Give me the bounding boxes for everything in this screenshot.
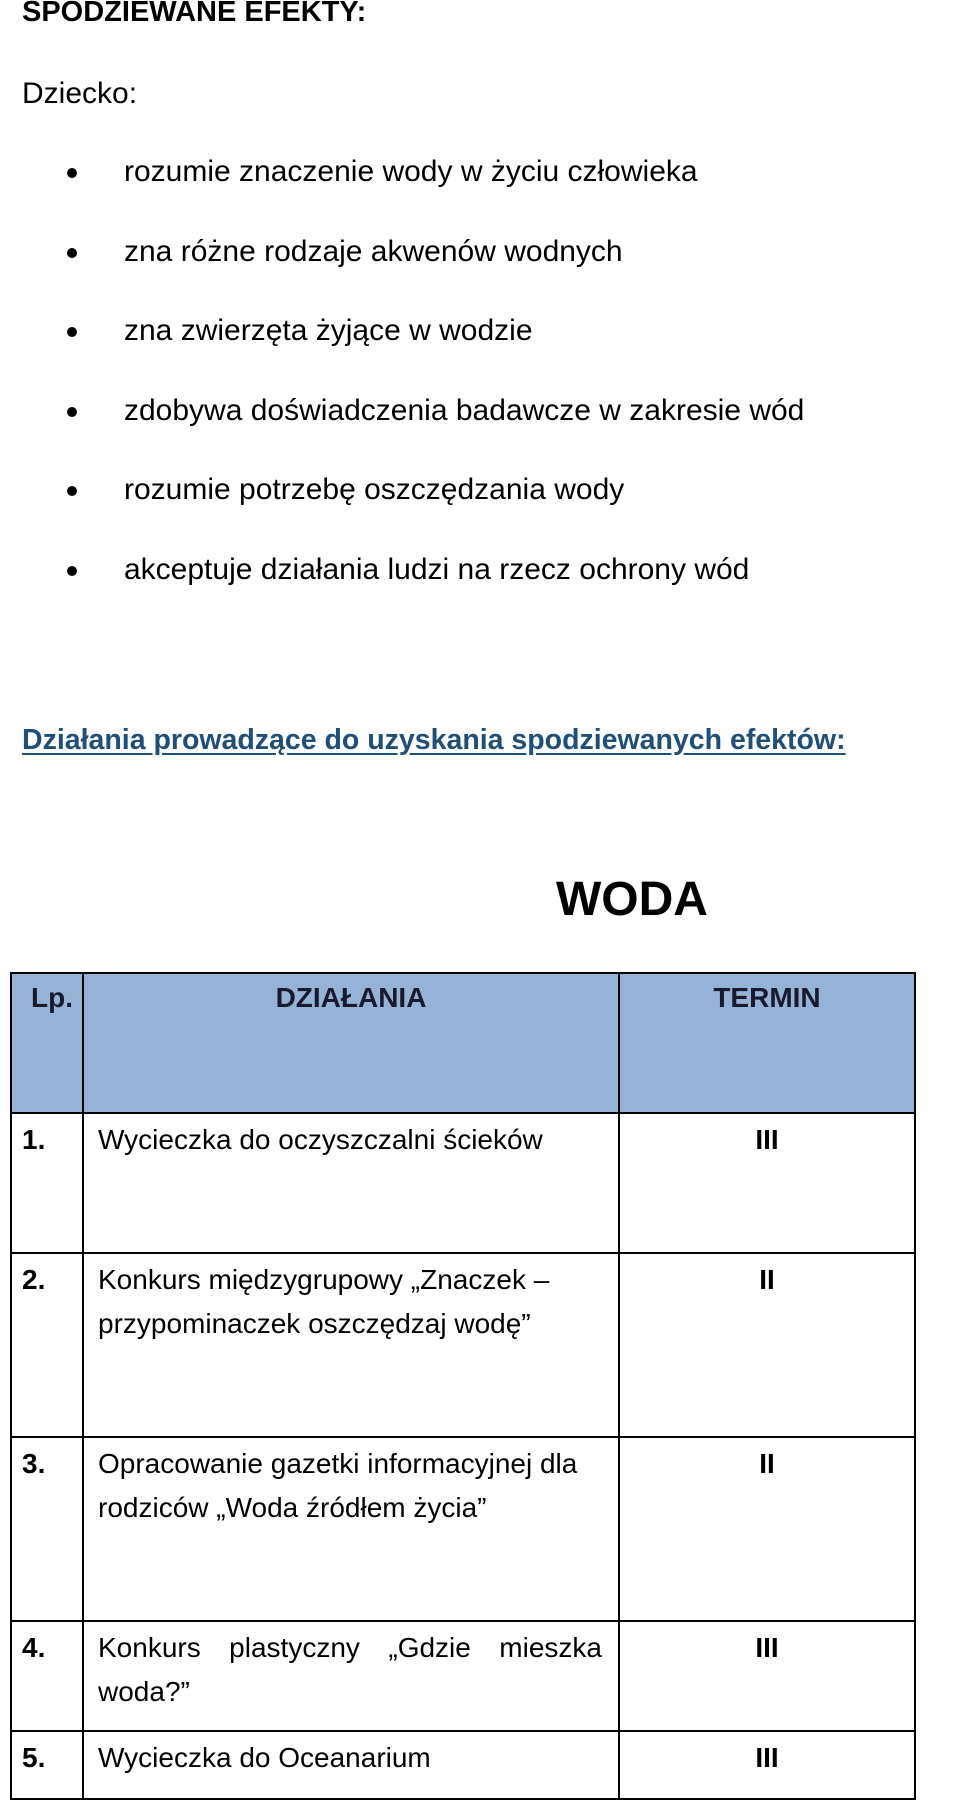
row-number: 4. (11, 1621, 83, 1731)
list-item (0, 550, 900, 590)
row-term: III (619, 1621, 915, 1731)
bullet-icon (67, 327, 77, 337)
table-row (11, 1253, 915, 1437)
effect-text: zna różne rodzaje akwenów wodnych (124, 235, 623, 268)
table-row (11, 1437, 915, 1621)
row-number: 1. (11, 1113, 83, 1253)
effect-text: rozumie znaczenie wody w życiu człowieka (124, 155, 698, 188)
effects-heading: SPODZIEWANE EFEKTY: (22, 0, 367, 28)
header-lp: Lp. (11, 973, 83, 1113)
effect-text: zdobywa doświadczenia badawcze w zakresie wód (124, 394, 805, 427)
bullet-icon (67, 407, 77, 417)
row-term: III (619, 1113, 915, 1253)
table-row (11, 1113, 915, 1253)
row-term: II (619, 1437, 915, 1621)
header-term: TERMIN (619, 973, 915, 1113)
effect-text: akceptuje działania ludzi na rzecz ochrony wód (124, 553, 750, 586)
table-header-row (11, 973, 915, 1113)
list-item (0, 152, 900, 192)
list-item (0, 391, 900, 431)
table-row (11, 1621, 915, 1731)
row-action: Konkurs międzygrupowy „Znaczek – przypominaczek oszczędzaj wodę” (83, 1253, 619, 1437)
list-item (0, 232, 900, 272)
actions-table (10, 972, 916, 1800)
bullet-icon (67, 566, 77, 576)
table-title: WODA (556, 873, 708, 926)
actions-heading: Działania prowadzące do uzyskania spodziewanych efektów: (22, 724, 846, 756)
table-row (11, 1731, 915, 1799)
row-term: II (619, 1253, 915, 1437)
row-term: III (619, 1731, 915, 1799)
list-item (0, 470, 900, 510)
subject-label: Dziecko: (22, 77, 138, 110)
row-number: 2. (11, 1253, 83, 1437)
row-action: Konkurs plastyczny „Gdzie mieszka woda?” (83, 1621, 619, 1731)
row-action: Wycieczka do oczyszczalni ścieków (83, 1113, 619, 1253)
effect-text: rozumie potrzebę oszczędzania wody (124, 473, 625, 506)
bullet-icon (67, 168, 77, 178)
row-action: Wycieczka do Oceanarium (83, 1731, 619, 1799)
bullet-icon (67, 248, 77, 258)
effect-text: zna zwierzęta żyjące w wodzie (124, 314, 533, 347)
list-item (0, 311, 900, 351)
row-number: 5. (11, 1731, 83, 1799)
bullet-icon (67, 486, 77, 496)
header-actions: DZIAŁANIA (83, 973, 619, 1113)
row-action: Opracowanie gazetki informacyjnej dla rodziców „Woda źródłem życia” (83, 1437, 619, 1621)
row-number: 3. (11, 1437, 83, 1621)
